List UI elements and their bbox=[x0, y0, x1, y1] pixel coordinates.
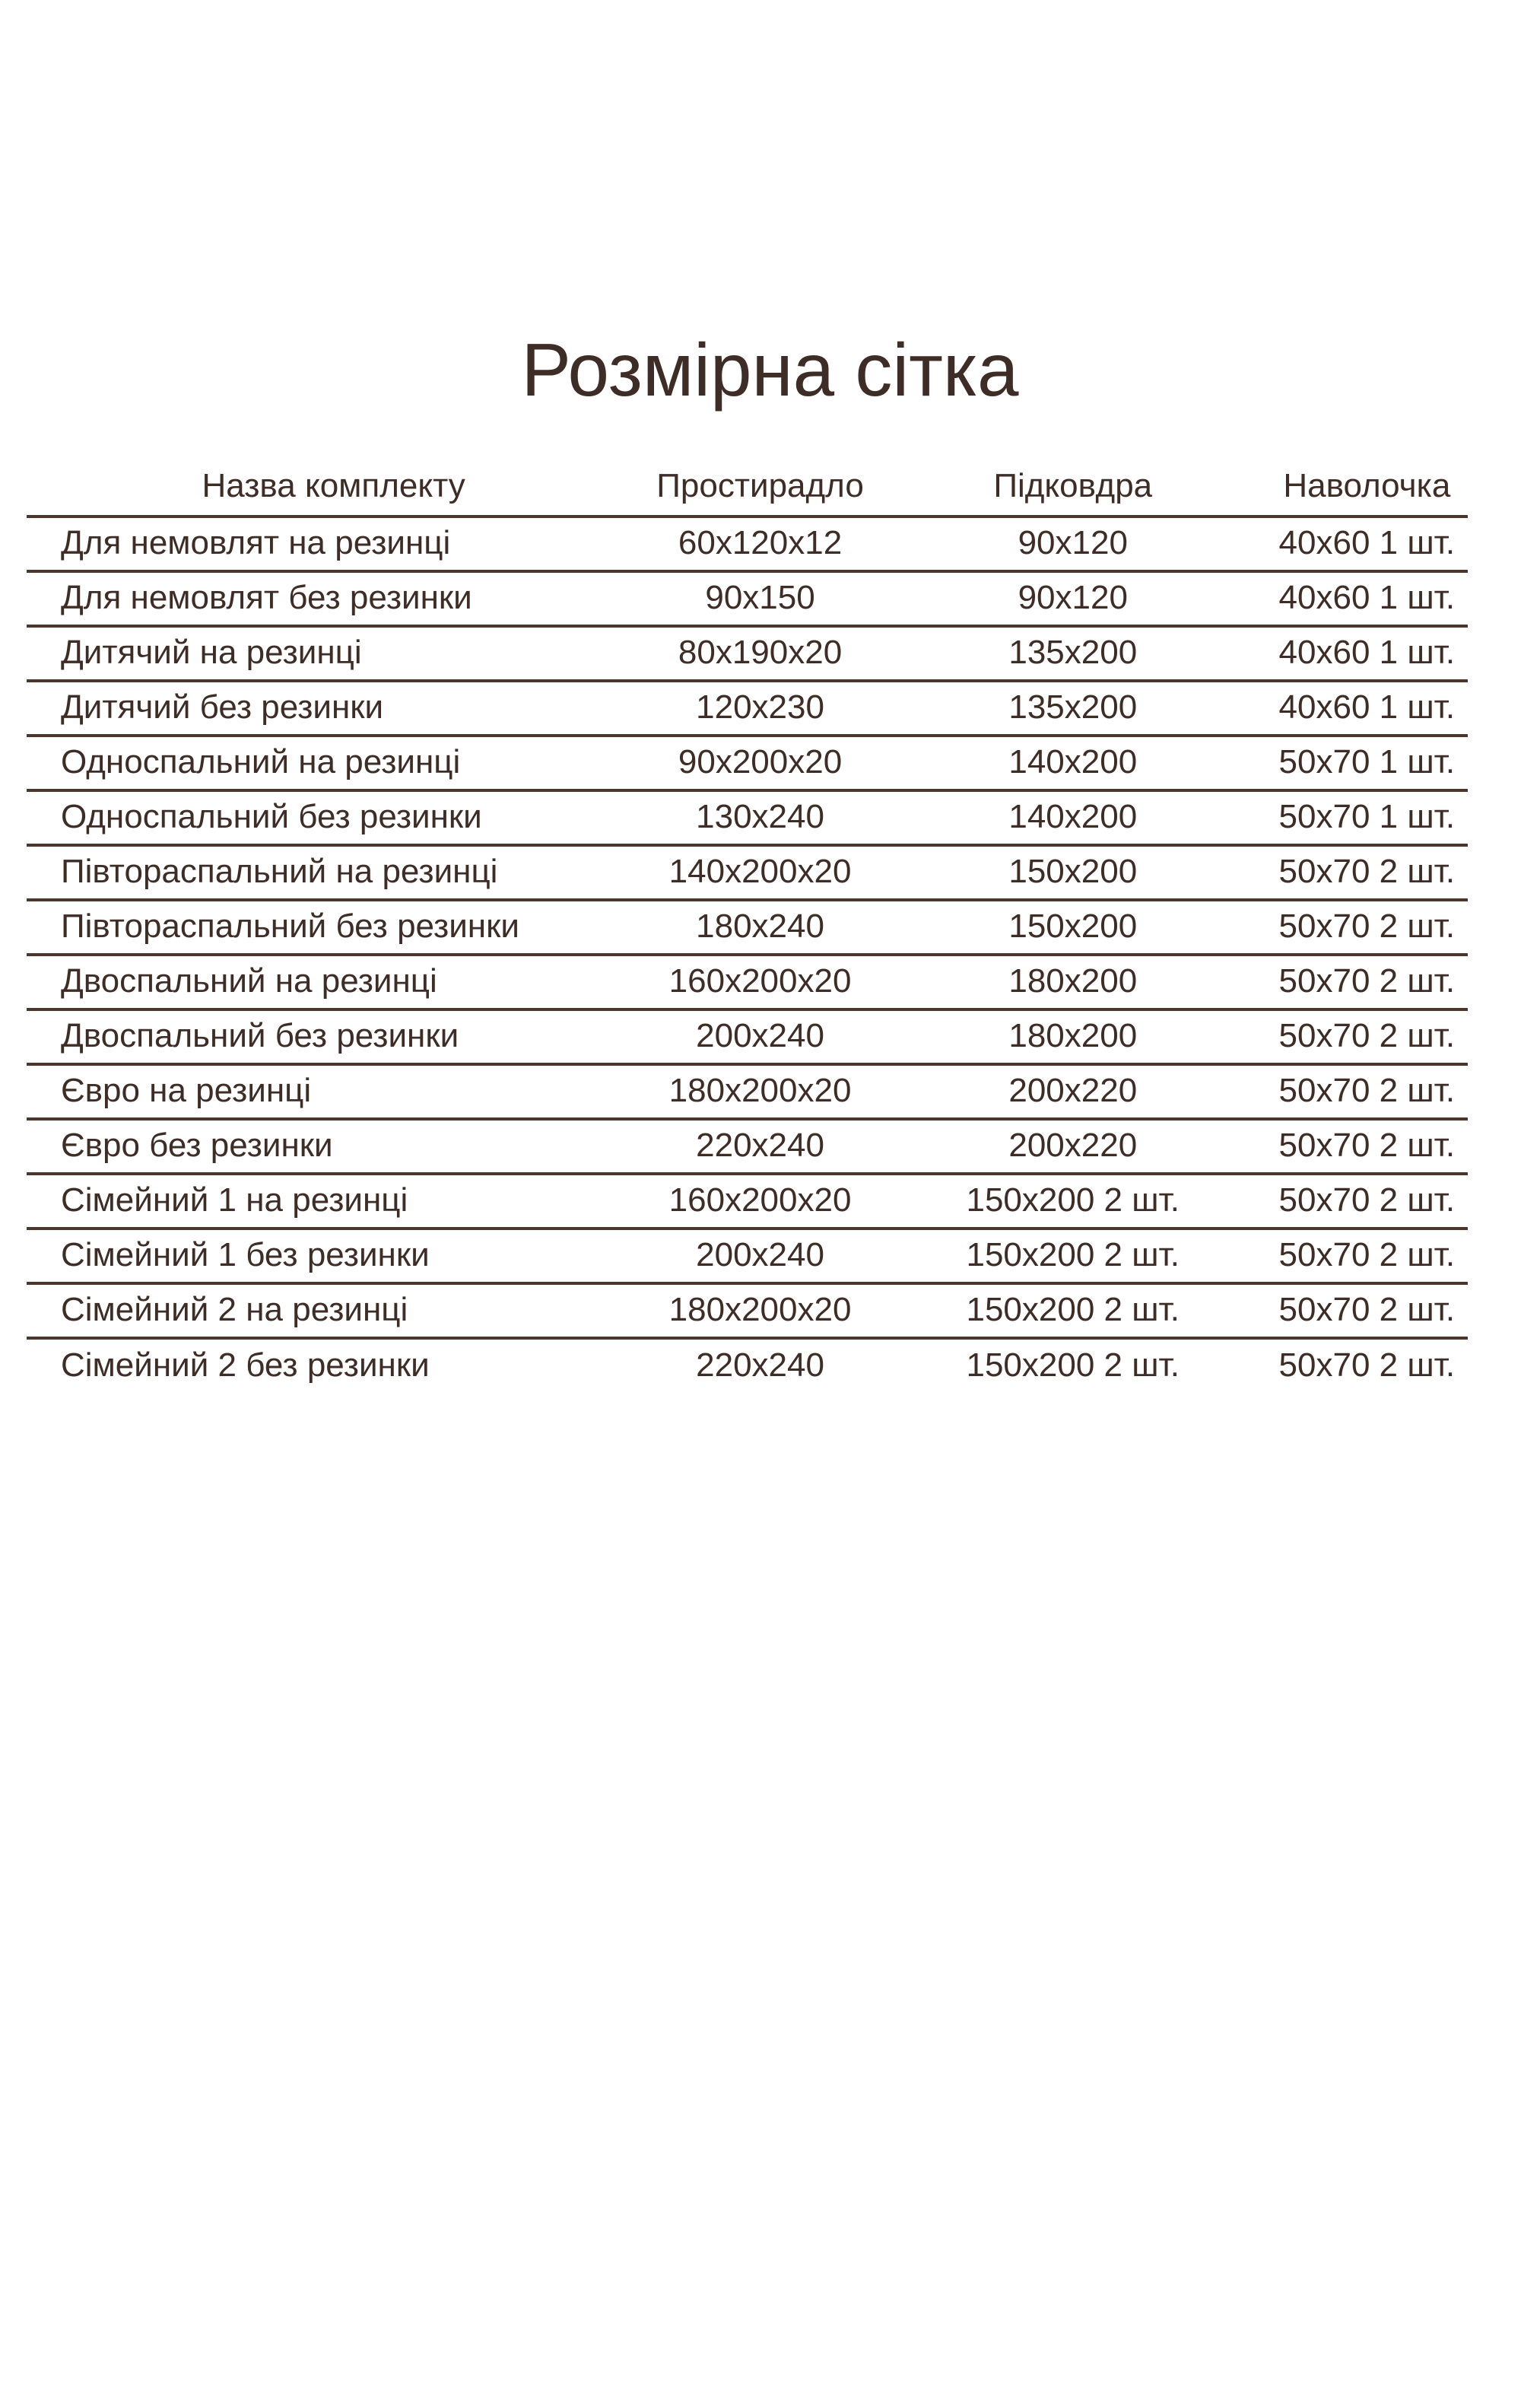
table-row bbox=[27, 517, 1468, 571]
table-head bbox=[27, 459, 1468, 517]
cell-sheet: 80х190х20 bbox=[678, 634, 843, 672]
table-row bbox=[27, 845, 1468, 900]
cell-duvet-cover: 150х200 2 шт. bbox=[966, 1346, 1180, 1384]
cell-duvet-cover: 90х120 bbox=[1018, 524, 1128, 562]
cell-pillowcase: 50х70 1 шт. bbox=[1278, 798, 1456, 836]
table-row bbox=[27, 1174, 1468, 1229]
cell-sheet: 220х240 bbox=[696, 1127, 824, 1165]
table-row bbox=[27, 626, 1468, 681]
cell-duvet-cover: 200х220 bbox=[1008, 1072, 1138, 1110]
cell-duvet-cover: 140х200 bbox=[1008, 798, 1138, 836]
cell-sheet: 160х200х20 bbox=[668, 962, 852, 1000]
table-row bbox=[27, 681, 1468, 736]
column-header-pillowcase: Наволочка bbox=[1283, 467, 1451, 505]
cell-pillowcase: 50х70 2 шт. bbox=[1278, 1291, 1456, 1329]
table-row bbox=[27, 571, 1468, 626]
cell-sheet: 200х240 bbox=[696, 1017, 824, 1055]
table-row bbox=[27, 1283, 1468, 1338]
cell-duvet-cover: 150х200 2 шт. bbox=[966, 1181, 1180, 1219]
cell-sheet: 180х200х20 bbox=[668, 1291, 852, 1329]
table-row bbox=[27, 736, 1468, 790]
cell-sheet: 180х200х20 bbox=[668, 1072, 852, 1110]
cell-set-name: Сімейний 2 на резинці bbox=[61, 1291, 408, 1329]
cell-set-name: Сімейний 1 на резинці bbox=[61, 1181, 408, 1219]
cell-pillowcase: 50х70 2 шт. bbox=[1278, 1127, 1456, 1165]
table-row bbox=[27, 1338, 1468, 1393]
cell-set-name: Односпальний без резинки bbox=[61, 798, 482, 836]
cell-sheet: 200х240 bbox=[696, 1236, 824, 1274]
table-row bbox=[27, 790, 1468, 845]
cell-duvet-cover: 135х200 bbox=[1008, 688, 1138, 726]
cell-duvet-cover: 150х200 bbox=[1008, 853, 1138, 891]
header-row bbox=[27, 459, 1468, 517]
size-table bbox=[27, 459, 1468, 1393]
cell-duvet-cover: 150х200 bbox=[1008, 908, 1138, 946]
cell-pillowcase: 50х70 2 шт. bbox=[1278, 1072, 1456, 1110]
cell-set-name: Сімейний 1 без резинки bbox=[61, 1236, 430, 1274]
page-title: Розмірна сітка bbox=[521, 328, 1019, 412]
cell-sheet: 90х150 bbox=[705, 579, 815, 617]
cell-sheet: 160х200х20 bbox=[668, 1181, 852, 1219]
table-row bbox=[27, 1064, 1468, 1119]
cell-sheet: 60х120х12 bbox=[678, 524, 843, 562]
cell-set-name: Для немовлят на резинці bbox=[61, 524, 451, 562]
cell-set-name: Для немовлят без резинки bbox=[61, 579, 472, 617]
cell-duvet-cover: 200х220 bbox=[1008, 1127, 1138, 1165]
cell-set-name: Півтораспальний на резинці bbox=[61, 853, 498, 891]
cell-sheet: 130х240 bbox=[696, 798, 824, 836]
cell-set-name: Євро без резинки bbox=[61, 1127, 333, 1165]
cell-set-name: Сімейний 2 без резинки bbox=[61, 1346, 430, 1384]
cell-duvet-cover: 180х200 bbox=[1008, 1017, 1138, 1055]
column-header-set-name: Назва комплекту bbox=[202, 467, 465, 505]
cell-pillowcase: 50х70 2 шт. bbox=[1278, 962, 1456, 1000]
cell-pillowcase: 50х70 2 шт. bbox=[1278, 908, 1456, 946]
cell-set-name: Дитячий на резинці bbox=[61, 634, 362, 672]
size-chart-page bbox=[0, 327, 1540, 1393]
cell-duvet-cover: 150х200 2 шт. bbox=[966, 1291, 1180, 1329]
cell-pillowcase: 40х60 1 шт. bbox=[1278, 634, 1456, 672]
table-row bbox=[27, 1119, 1468, 1174]
cell-sheet: 90х200х20 bbox=[678, 743, 843, 781]
column-header-duvet-cover: Підковдра bbox=[993, 467, 1153, 505]
cell-duvet-cover: 135х200 bbox=[1008, 634, 1138, 672]
column-header-sheet: Простирадло bbox=[656, 467, 864, 505]
cell-sheet: 220х240 bbox=[696, 1346, 824, 1384]
cell-duvet-cover: 90х120 bbox=[1018, 579, 1128, 617]
cell-duvet-cover: 140х200 bbox=[1008, 743, 1138, 781]
cell-pillowcase: 40х60 1 шт. bbox=[1278, 524, 1456, 562]
cell-duvet-cover: 180х200 bbox=[1008, 962, 1138, 1000]
table-row bbox=[27, 1229, 1468, 1283]
cell-set-name: Односпальний на резинці bbox=[61, 743, 461, 781]
cell-pillowcase: 50х70 2 шт. bbox=[1278, 1181, 1456, 1219]
cell-pillowcase: 50х70 2 шт. bbox=[1278, 1017, 1456, 1055]
table-row bbox=[27, 900, 1468, 955]
cell-set-name: Двоспальний на резинці bbox=[61, 962, 437, 1000]
cell-duvet-cover: 150х200 2 шт. bbox=[966, 1236, 1180, 1274]
table-row bbox=[27, 1009, 1468, 1064]
cell-sheet: 140х200х20 bbox=[668, 853, 852, 891]
cell-set-name: Двоспальний без резинки bbox=[61, 1017, 459, 1055]
cell-sheet: 120х230 bbox=[696, 688, 824, 726]
cell-set-name: Півтораспальний без резинки bbox=[61, 908, 519, 946]
cell-set-name: Євро на резинці bbox=[61, 1072, 312, 1110]
cell-pillowcase: 50х70 2 шт. bbox=[1278, 853, 1456, 891]
cell-pillowcase: 40х60 1 шт. bbox=[1278, 579, 1456, 617]
cell-pillowcase: 50х70 1 шт. bbox=[1278, 743, 1456, 781]
cell-sheet: 180х240 bbox=[696, 908, 824, 946]
table-row bbox=[27, 955, 1468, 1009]
cell-pillowcase: 50х70 2 шт. bbox=[1278, 1346, 1456, 1384]
cell-pillowcase: 50х70 2 шт. bbox=[1278, 1236, 1456, 1274]
cell-set-name: Дитячий без резинки bbox=[61, 688, 384, 726]
table-body bbox=[27, 517, 1468, 1393]
cell-pillowcase: 40х60 1 шт. bbox=[1278, 688, 1456, 726]
